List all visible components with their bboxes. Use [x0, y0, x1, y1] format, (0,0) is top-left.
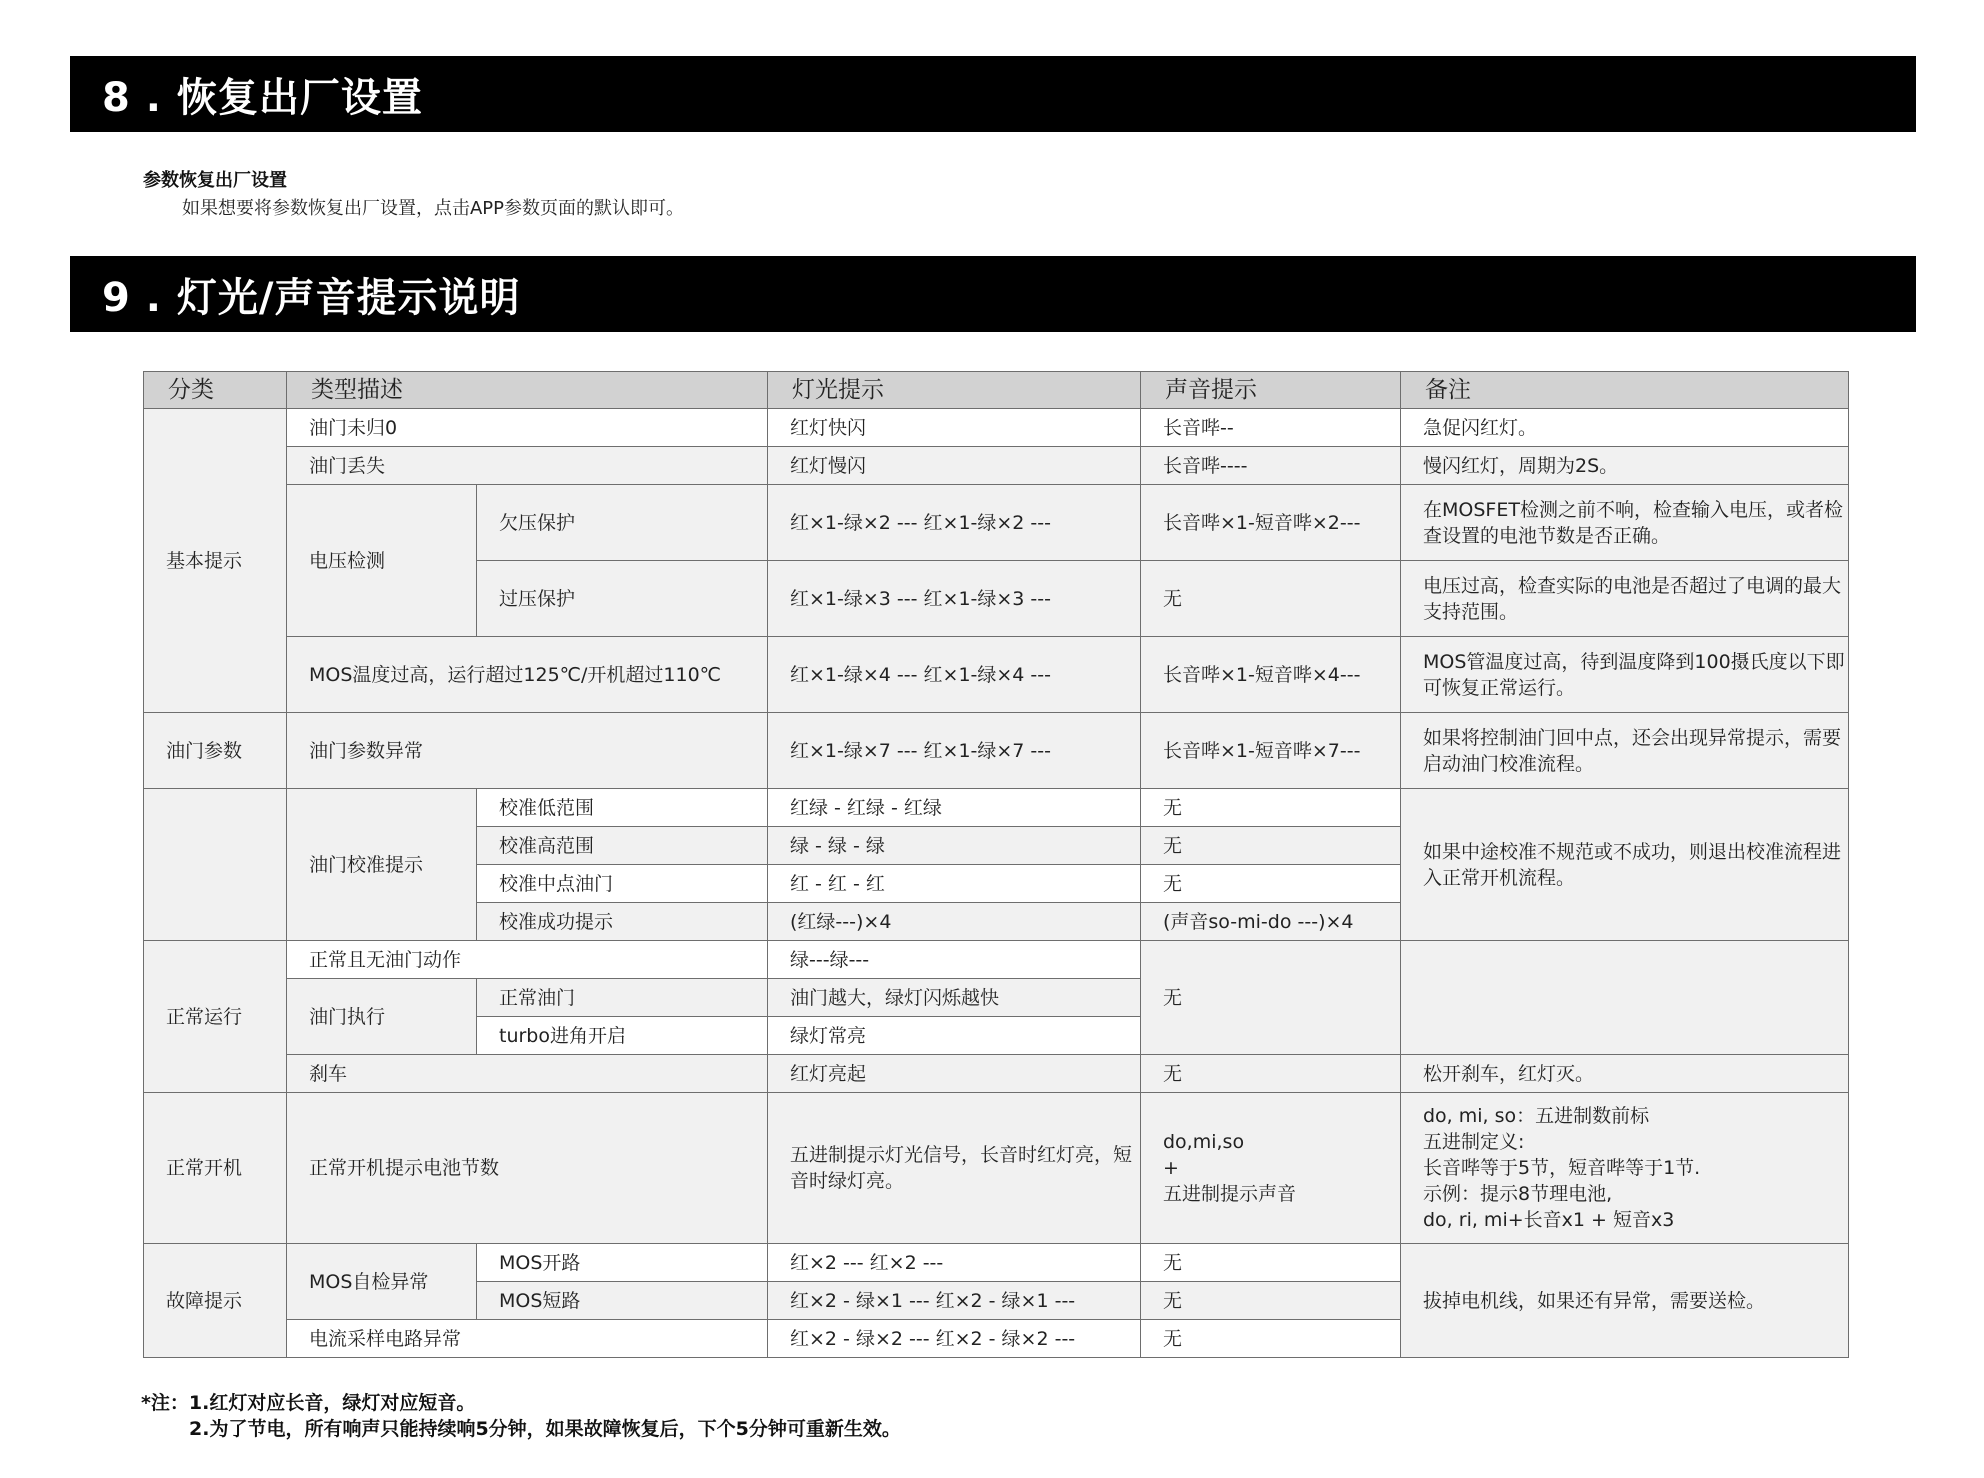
row-sound: 无 — [1141, 561, 1401, 637]
factory-reset-text: 如果想要将参数恢复出厂设置，点击APP参数页面的默认即可。 — [182, 198, 685, 219]
row-light: 红 - 红 - 红 — [768, 865, 1141, 903]
row-sound: 长音哔×1-短音哔×2--- — [1141, 485, 1401, 561]
row-desc: 校准中点油门 — [477, 865, 768, 903]
group-calibration: 油门校准提示 — [287, 789, 477, 941]
boot-note-line: 长音哔等于5节，短音哔等于1节. — [1423, 1157, 1701, 1179]
row-light: (红绿---)×4 — [768, 903, 1141, 941]
row-desc: 正常开机提示电池节数 — [287, 1093, 768, 1244]
row-desc: 欠压保护 — [477, 485, 768, 561]
row-desc: 油门参数异常 — [287, 713, 768, 789]
row-sound: 无 — [1141, 1055, 1401, 1093]
row-note — [1401, 941, 1849, 1055]
row-light: 红×2 - 绿×2 --- 红×2 - 绿×2 --- — [768, 1320, 1141, 1358]
row-sound: 无 — [1141, 1282, 1401, 1320]
row-desc: 刹车 — [287, 1055, 768, 1093]
header-light: 灯光提示 — [768, 372, 1141, 409]
header-category: 分类 — [144, 372, 287, 409]
row-sound: 长音哔×1-短音哔×7--- — [1141, 713, 1401, 789]
header-sound: 声音提示 — [1141, 372, 1401, 409]
row-light: 红×1-绿×2 --- 红×1-绿×2 --- — [768, 485, 1141, 561]
row-sound: 长音哔×1-短音哔×4--- — [1141, 637, 1401, 713]
row-desc: MOS温度过高，运行超过125℃/开机超过110℃ — [287, 637, 768, 713]
row-light: 红绿 - 红绿 - 红绿 — [768, 789, 1141, 827]
row-light: 红×2 --- 红×2 --- — [768, 1244, 1141, 1282]
group-mos-selftest: MOS自检异常 — [287, 1244, 477, 1320]
row-desc: 校准高范围 — [477, 827, 768, 865]
category-throttle-param: 油门参数 — [144, 713, 287, 789]
table-row — [144, 485, 1849, 561]
row-sound: 长音哔-- — [1141, 409, 1401, 447]
boot-sound-line: 五进制提示声音 — [1163, 1183, 1297, 1205]
table-row — [144, 789, 1849, 827]
row-light: 红×2 - 绿×1 --- 红×2 - 绿×1 --- — [768, 1282, 1141, 1320]
boot-note-line: 五进制定义: — [1423, 1131, 1525, 1153]
table-row — [144, 713, 1849, 789]
category-normal-run: 正常运行 — [144, 941, 287, 1093]
table-row — [144, 409, 1849, 447]
header-note: 备注 — [1401, 372, 1849, 409]
table-row — [144, 637, 1849, 713]
light-sound-table — [143, 371, 1849, 1358]
row-light: 红×1-绿×7 --- 红×1-绿×7 --- — [768, 713, 1141, 789]
row-light: 绿 - 绿 - 绿 — [768, 827, 1141, 865]
boot-note-line: do, ri, mi+长音x1 + 短音x3 — [1423, 1209, 1675, 1231]
category-basic: 基本提示 — [144, 409, 287, 713]
row-light: 红灯快闪 — [768, 409, 1141, 447]
row-sound: 无 — [1141, 789, 1401, 827]
table-header-row — [144, 372, 1849, 409]
group-throttle-exec: 油门执行 — [287, 979, 477, 1055]
row-sound: (声音so-mi-do ---)×4 — [1141, 903, 1401, 941]
table-row — [144, 1055, 1849, 1093]
row-light: 红灯亮起 — [768, 1055, 1141, 1093]
category-normal-boot: 正常开机 — [144, 1093, 287, 1244]
row-desc: 正常且无油门动作 — [287, 941, 768, 979]
section-8-title: 8 . 恢复出厂设置 — [70, 56, 1916, 132]
row-light: 绿---绿--- — [768, 941, 1141, 979]
row-light: 五进制提示灯光信号，长音时红灯亮，短音时绿灯亮。 — [768, 1093, 1141, 1244]
row-desc: 校准成功提示 — [477, 903, 768, 941]
table-row — [144, 1244, 1849, 1282]
category-fault: 故障提示 — [144, 1244, 287, 1358]
row-note: 如果中途校准不规范或不成功，则退出校准流程进入正常开机流程。 — [1401, 789, 1849, 941]
row-desc: 油门未归0 — [287, 409, 768, 447]
table-row — [144, 1093, 1849, 1244]
row-sound: 无 — [1141, 941, 1401, 1055]
row-desc: turbo进角开启 — [477, 1017, 768, 1055]
row-note: 慢闪红灯，周期为2S。 — [1401, 447, 1849, 485]
table-row — [144, 941, 1849, 979]
row-desc: 电流采样电路异常 — [287, 1320, 768, 1358]
row-desc: 正常油门 — [477, 979, 768, 1017]
footnote-line-2: 2.为了节电，所有响声只能持续响5分钟，如果故障恢复后，下个5分钟可重新生效。 — [189, 1418, 901, 1440]
row-light: 红×1-绿×3 --- 红×1-绿×3 --- — [768, 561, 1141, 637]
row-desc: MOS短路 — [477, 1282, 768, 1320]
group-voltage: 电压检测 — [287, 485, 477, 637]
row-sound — [1141, 1093, 1401, 1244]
row-desc: 过压保护 — [477, 561, 768, 637]
row-light: 红灯慢闪 — [768, 447, 1141, 485]
row-desc: 油门丢失 — [287, 447, 768, 485]
row-note: 如果将控制油门回中点，还会出现异常提示，需要启动油门校准流程。 — [1401, 713, 1849, 789]
row-light: 红×1-绿×4 --- 红×1-绿×4 --- — [768, 637, 1141, 713]
row-light: 绿灯常亮 — [768, 1017, 1141, 1055]
row-note: 拔掉电机线，如果还有异常，需要送检。 — [1401, 1244, 1849, 1358]
header-description: 类型描述 — [287, 372, 768, 409]
section-9-title: 9 . 灯光/声音提示说明 — [70, 256, 1916, 332]
table-row — [144, 447, 1849, 485]
row-note — [1401, 1093, 1849, 1244]
row-note: 在MOSFET检测之前不响，检查输入电压，或者检查设置的电池节数是否正确。 — [1401, 485, 1849, 561]
footnote — [141, 1390, 901, 1442]
boot-sound-line: do,mi,so — [1163, 1131, 1245, 1153]
row-sound: 无 — [1141, 1320, 1401, 1358]
row-note: 松开刹车，红灯灭。 — [1401, 1055, 1849, 1093]
row-sound: 无 — [1141, 1244, 1401, 1282]
factory-reset-subheading: 参数恢复出厂设置 — [143, 170, 287, 191]
footnote-line-1: *注：1.红灯对应长音，绿灯对应短音。 — [141, 1392, 476, 1414]
row-sound: 无 — [1141, 827, 1401, 865]
row-desc: 校准低范围 — [477, 789, 768, 827]
row-sound: 无 — [1141, 865, 1401, 903]
row-note: 急促闪红灯。 — [1401, 409, 1849, 447]
row-note: 电压过高，检查实际的电池是否超过了电调的最大支持范围。 — [1401, 561, 1849, 637]
row-light: 油门越大，绿灯闪烁越快 — [768, 979, 1141, 1017]
boot-note-line: 示例：提示8节理电池, — [1423, 1183, 1613, 1205]
row-desc: MOS开路 — [477, 1244, 768, 1282]
category-calibration — [144, 789, 287, 941]
row-sound: 长音哔---- — [1141, 447, 1401, 485]
row-note: MOS管温度过高，待到温度降到100摄氏度以下即可恢复正常运行。 — [1401, 637, 1849, 713]
boot-sound-line: + — [1163, 1157, 1179, 1179]
boot-note-line: do, mi, so：五进制数前标 — [1423, 1105, 1650, 1127]
